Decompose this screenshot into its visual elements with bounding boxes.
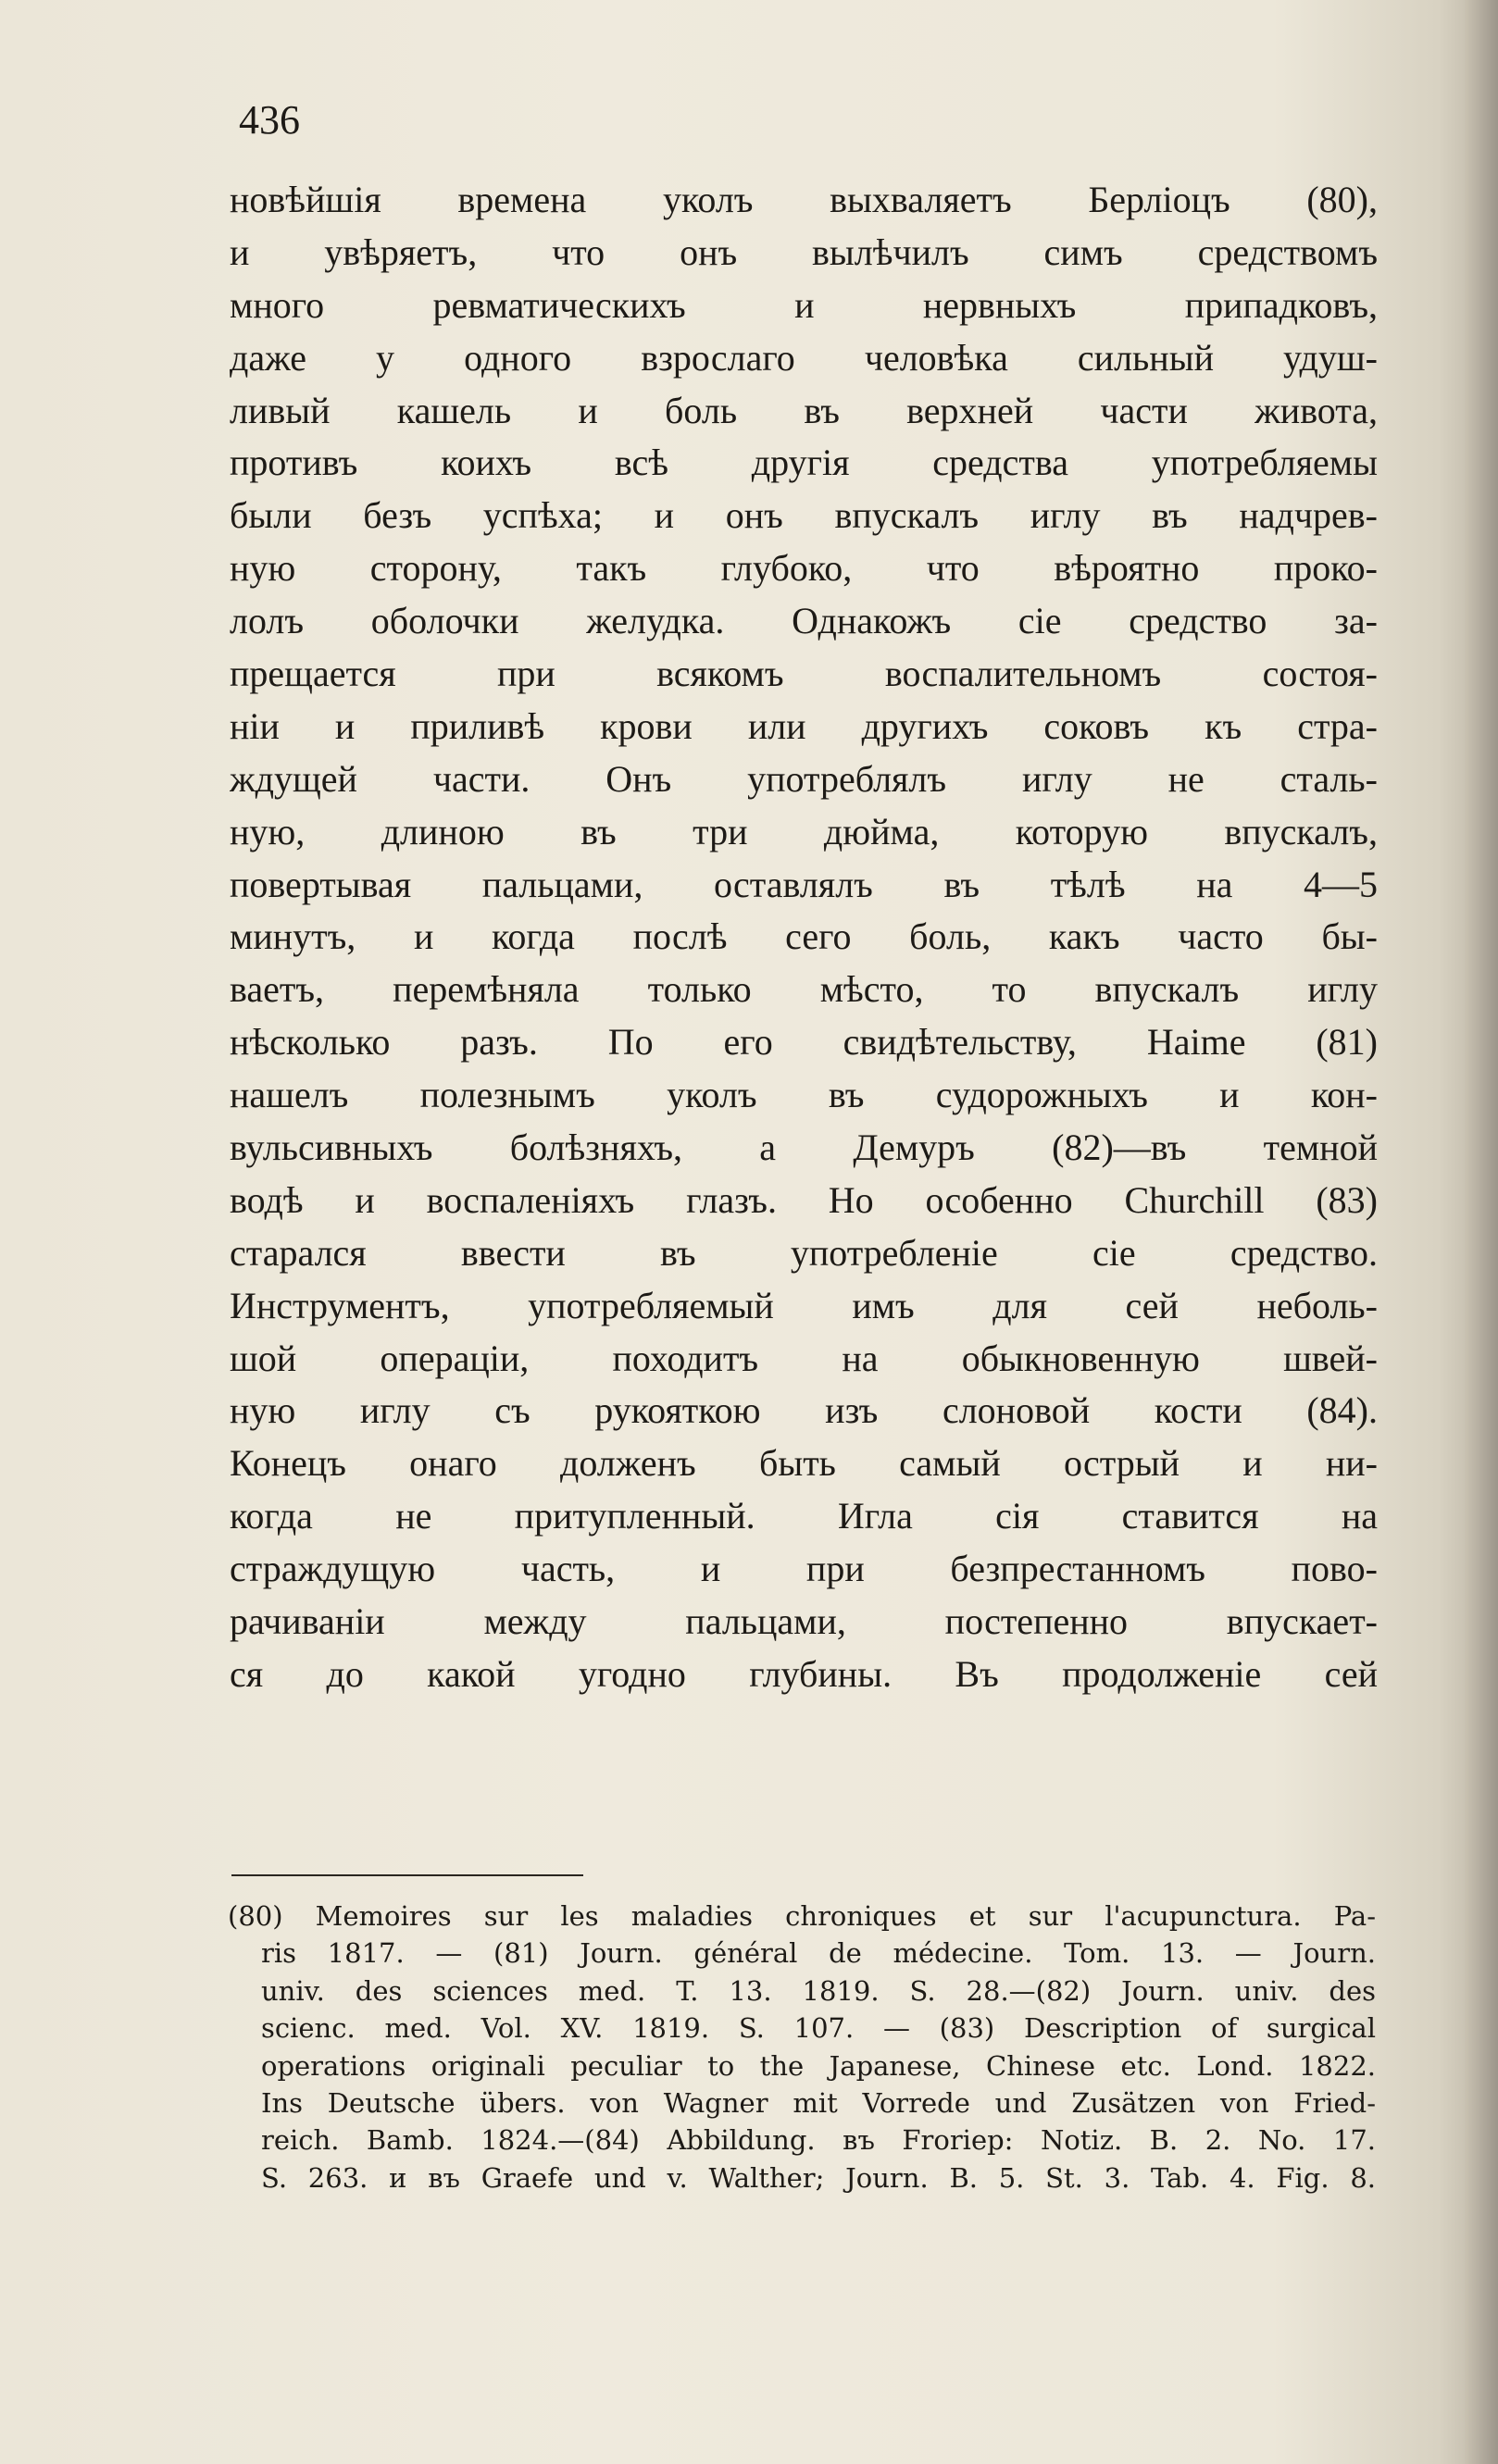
body-line: нѣсколько разъ. По его свидѣтельству, Haime (81) <box>230 1021 1378 1064</box>
body-line: были безъ успѣха; и онъ впускалъ иглу въ надчрев- <box>230 494 1378 537</box>
body-line: ную сторону, такъ глубоко, что вѣроятно проко- <box>230 547 1378 590</box>
body-line: ждущей части. Онъ употреблялъ иглу не сталь- <box>230 757 1378 800</box>
body-line: старался ввести въ употребленіе сіе средство. <box>230 1231 1378 1274</box>
body-line: водѣ и воспаленіяхъ глазъ. Но особенно Churchill (83) <box>230 1178 1378 1221</box>
body-line: много ревматическихъ и нервныхъ припадковъ, <box>230 283 1378 326</box>
footnote-line: univ. des sciences med. T. 13. 1819. S. 28.—(82) Journ. univ. des <box>261 1974 1376 2007</box>
body-line: и увѣряетъ, что онъ вылѣчилъ симъ средствомъ <box>230 230 1378 273</box>
footnote-line: Ins Deutsche übers. von Wagner mit Vorrede und Zusätzen von Fried- <box>261 2086 1376 2119</box>
body-line: ливый кашель и боль въ верхней части живота, <box>230 389 1378 431</box>
body-line: ваетъ, перемѣняла только мѣсто, то впускалъ иглу <box>230 968 1378 1011</box>
footnote-line: (80) Memoires sur les maladies chroniques et sur l'acupunctura. Pa- <box>228 1900 1376 1932</box>
body-line: когда не притупленный. Игла сія ставится на <box>230 1495 1378 1537</box>
body-line: противъ коихъ всѣ другія средства употребляемы <box>230 442 1378 484</box>
body-line: рачиваніи между пальцами, постепенно впускает- <box>230 1600 1378 1643</box>
footnote-line: scienc. med. Vol. XV. 1819. S. 107. — (83) Description of surgical <box>261 2012 1376 2045</box>
footnote-divider <box>231 1874 583 1876</box>
footnote-line: ris 1817. — (81) Journ. général de médecine. Tom. 13. — Journ. <box>261 1937 1376 1970</box>
footnote-line: operations originali peculiar to the Japanese, Chinese etc. Lond. 1822. <box>261 2049 1376 2082</box>
body-line: минутъ, и когда послѣ сего боль, какъ часто бы- <box>230 915 1378 958</box>
page-edge-shadow <box>1465 0 1498 2464</box>
body-line: новѣйшія времена уколъ выхваляетъ Берліоцъ (80), <box>230 179 1378 220</box>
body-line: Инструментъ, употребляемый имъ для сей неболь- <box>230 1284 1378 1326</box>
body-line: повертывая пальцами, оставлялъ въ тѣлѣ на 4—5 <box>230 863 1378 905</box>
body-line: ную иглу съ рукояткою изъ слоновой кости (84). <box>230 1389 1378 1432</box>
body-line: Конецъ онаго долженъ быть самый острый и ни- <box>230 1442 1378 1485</box>
body-line: страждущую часть, и при безпрестанномъ пово- <box>230 1548 1378 1590</box>
body-line: ную, длиною въ три дюйма, которую впускалъ, <box>230 810 1378 852</box>
footnotes <box>228 1898 1376 2196</box>
body-line: нашелъ полезнымъ уколъ въ судорожныхъ и кон- <box>230 1074 1378 1116</box>
body-line: лолъ оболочки желудка. Однакожъ сіе средство за- <box>230 600 1378 642</box>
body-line: вульсивныхъ болѣзняхъ, а Демуръ (82)—въ темной <box>230 1126 1378 1169</box>
body-line: ніи и приливѣ крови или другихъ соковъ къ стра- <box>230 704 1378 747</box>
footnote-line: S. 263. и въ Graefe und v. Walther; Journ. B. 5. St. 3. Tab. 4. Fig. 8. <box>261 2161 1376 2194</box>
body-line: прещается при всякомъ воспалительномъ состоя- <box>230 653 1378 695</box>
body-line: даже у одного взрослаго человѣка сильный удуш- <box>230 336 1378 379</box>
body-line: ся до какой угодно глубины. Въ продолженіе сей <box>230 1652 1378 1695</box>
footnote-line: reich. Bamb. 1824.—(84) Abbildung. въ Froriep: Notiz. B. 2. No. 17. <box>261 2124 1376 2157</box>
body-line: шой операціи, походитъ на обыкновенную швей- <box>230 1337 1378 1379</box>
body-text <box>230 174 1378 1701</box>
page-number: 436 <box>239 97 300 143</box>
